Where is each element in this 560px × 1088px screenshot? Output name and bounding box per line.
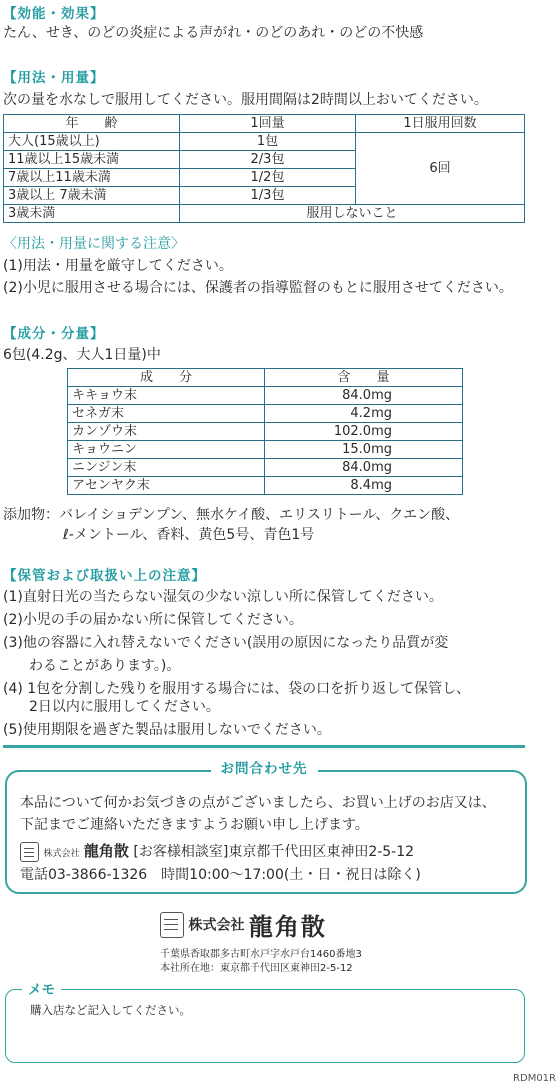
ingredient-name: アセンヤク末 [68,477,265,495]
storage-line: (3)他の容器に入れ替えないでください(誤用の原因になったり品質が変 [3,635,449,651]
table-row [68,441,463,459]
ingredient-amount: 4.2mg [265,405,463,423]
ingredients-title: 【成分・分量】 [3,326,105,342]
storage-line: (4) 1包を分割した残りを服用する場合には、袋の口を折り返して保管し、 [3,681,471,697]
age-cell: 11歳以上15歳未満 [4,151,180,169]
memo-label: メモ [22,978,61,998]
address-line: 千葉県香取郡多古町水戸字水戸台1460番地3 [160,949,362,960]
ingredient-name: キョウニン [68,441,265,459]
ingredient-amount: 15.0mg [265,441,463,459]
header-amount: 含 量 [265,369,463,387]
usage-notes-title: 〈用法・用量に関する注意〉 [3,236,185,252]
storage-line: (1)直射日光の当たらない湿気の少ない涼しい所に保管してください。 [3,589,443,605]
header-times: 1日服用回数 [356,115,525,133]
table-row [68,405,463,423]
phone-line: 電話03-3866-1326 時間10:00〜17:00(土・日・祝日は除く) [20,867,421,883]
brand-name: 龍角散 [248,912,327,941]
usage-note: (2)小児に服用させる場合には、保護者の指導監督のもとに服用させてください。 [3,280,513,296]
dose-cell: 2/3包 [180,151,356,169]
consult-line [20,840,414,862]
times-cell: 6回 [356,133,525,205]
no-dose-cell: 服用しないこと [180,205,525,223]
memo-hint: 購入店など記入してください。 [30,1003,191,1017]
effects-text: たん、せき、のどの炎症による声がれ・のどのあれ・のどの不快感 [3,25,424,41]
age-cell: 3歳以上 7歳未満 [4,187,180,205]
inquiry-title: お問合わせ先 [211,757,318,777]
company-label-small: 株式会社 [43,849,80,859]
ingredient-name: カンゾウ末 [68,423,265,441]
ingredient-amount: 8.4mg [265,477,463,495]
table-row [68,387,463,405]
ingredients-intro: 6包(4.2g、大人1日量)中 [3,347,161,363]
storage-line: わることがあります。)。 [29,658,181,674]
ingredient-amount: 84.0mg [265,459,463,477]
ingredient-amount: 102.0mg [265,423,463,441]
inquiry-line: 本品について何かお気づきの点がございましたら、お買い上げのお店又は、 [20,795,496,811]
consult-text: [お客様相談室]東京都千代田区東神田2-5-12 [133,844,415,860]
usage-title: 【用法・用量】 [3,70,105,86]
inquiry-line: 下記までご連絡いただきますようお願い申し上げます。 [20,817,369,833]
company-label: 株式会社 [188,917,245,934]
product-code: RDM01R [513,1073,556,1084]
additives-line: ℓ-メントール、香料、黄色5号、青色1号 [63,527,315,543]
age-cell: 3歳未満 [4,205,180,223]
dose-cell: 1/3包 [180,187,356,205]
dose-cell: 1/2包 [180,169,356,187]
brand-small: 龍角散 [83,842,129,860]
table-row [68,477,463,495]
storage-title: 【保管および取扱い上の注意】 [3,568,206,584]
usage-note: (1)用法・用量を厳守してください。 [3,258,233,274]
age-cell: 7歳以上11歳未満 [4,169,180,187]
dose-cell: 1包 [180,133,356,151]
company-logo-icon [160,912,184,938]
ingredient-amount: 84.0mg [265,387,463,405]
table-row [4,133,525,151]
dosage-table-header [4,115,525,133]
ingredient-name: キキョウ末 [68,387,265,405]
ingredients-table-header [68,369,463,387]
table-row [4,205,525,223]
memo-box[interactable] [5,989,525,1063]
storage-line: (5)使用期限を過ぎた製品は服用しないでください。 [3,722,331,738]
effects-title: 【効能・効果】 [3,6,105,22]
section-divider [3,745,525,748]
address-line: 本社所在地：東京都千代田区東神田2-5-12 [160,963,353,974]
header-ingredient: 成 分 [68,369,265,387]
storage-line: (2)小児の手の届かない所に保管してください。 [3,612,303,628]
table-row [68,459,463,477]
usage-intro: 次の量を水なしで服用してください。服用間隔は2時間以上おいてください。 [3,92,488,108]
ingredient-name: ニンジン末 [68,459,265,477]
ingredient-name: セネガ末 [68,405,265,423]
company-logo-icon [20,842,39,862]
header-dose: 1回量 [180,115,356,133]
company-block [160,907,327,942]
additives-line: 添加物：バレイショデンプン、無水ケイ酸、エリスリトール、クエン酸、 [3,507,460,523]
age-cell: 大人(15歳以上) [4,133,180,151]
header-age: 年 齢 [4,115,180,133]
dosage-table [3,114,525,223]
ingredients-table [67,368,463,495]
storage-line: 2日以内に服用してください。 [29,699,220,715]
table-row [68,423,463,441]
